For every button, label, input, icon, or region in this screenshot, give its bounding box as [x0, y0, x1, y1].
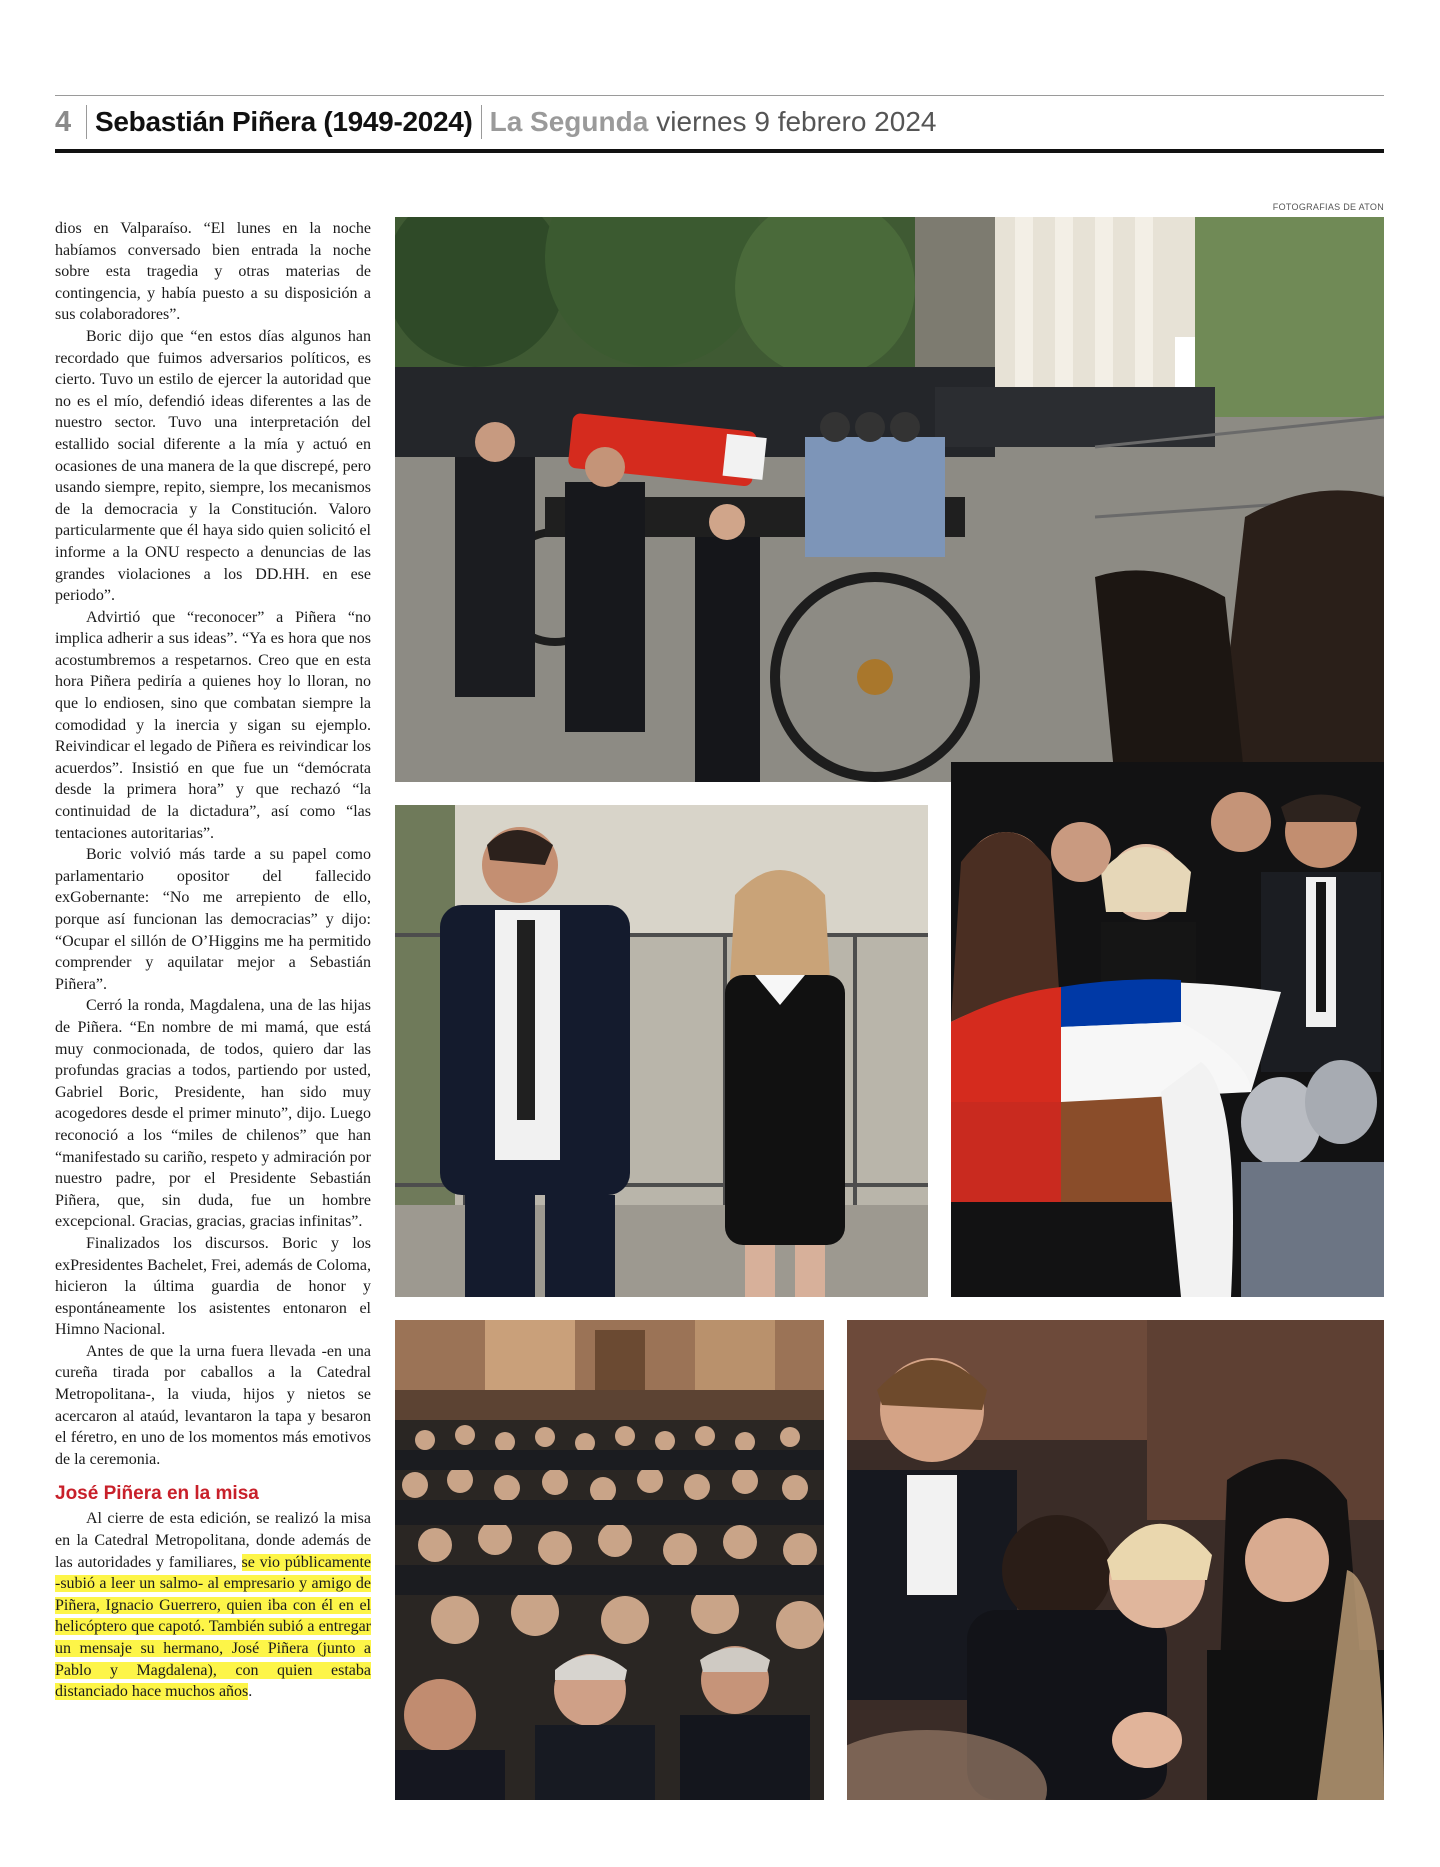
section-title: Sebastián Piñera (1949-2024): [95, 106, 473, 137]
page-header: [55, 102, 936, 142]
article-paragraph: dios en Valparaíso. “El lunes en la noche habíamos conversado bien entrada la noche sobre esta tragedia y otras materias de contingencia, y había puesto a su disposición a sus colaboradores”.: [55, 220, 371, 324]
article-subhead: José Piñera en la misa: [55, 1483, 259, 1505]
photo-widow-embrace: [847, 1320, 1384, 1800]
photo-credit: FOTOGRAFIAS DE ATON: [1272, 202, 1384, 212]
newspaper-name: La Segunda: [489, 106, 649, 137]
paragraph-end: .: [248, 1683, 253, 1701]
highlighted-text: se vio públicamente -subió a leer un salmo- al empresario y amigo de Piñera, Ignacio Guerrero, quien iba con él en el helicóptero que capotó. También subió a entregar un mensaje su hermano, José Piñera (junto a Pablo y Magdalena), con quien estaba distanciado hace muchos años: [55, 1553, 371, 1701]
page-number: 4: [55, 105, 72, 138]
article-paragraph: Boric dijo que “en estos días algunos han recordado que fuimos adversarios políticos, es cierto. Tuvo un estilo de ejercer la autoridad que no es el mío, defendió ideas diferentes a las de nuestro sector. Tuvo una interpretación del estallido social diferente a la mía y actuó en ocasiones de una manera de la que discrepé, pero usando siempre, repito, siempre, los mecanismos de la democracia y la Constitución. Valoro particularmente que él haya sido quien solicitó el informe a la ONU respecto a denuncias de las grandes violaciones a los DD.HH. en ese periodo”.: [55, 327, 371, 605]
publication-date: viernes 9 febrero 2024: [656, 106, 937, 137]
article-paragraph: Cerró la ronda, Magdalena, una de las hijas de Piñera. “En nombre de mi mamá, que está muy conmocionada, de todos, quiero dar las profundas gracias a todos, partiendo por usted, Gabriel Boric, Presidente, han sido muy acogedores desde el primer minuto”, dijo. Luego reconoció a los “miles de chilenos” que han “manifestado su cariño, respeto y admiración por nuestro padre, por el Presidente Sebastián Piñera, que, sin duda, fue un hombre excepcional. Gracias, gracias, gracias infinitas”.: [55, 997, 371, 1231]
photo-cathedral-crowd: [395, 1320, 824, 1800]
article-paragraph: Advirtió que “reconocer” a Piñera “no implica adherir a sus ideas”. “Ya es hora que nos acostumbremos a respetarnos. Creo que en esta hora Piñera pediría a quienes hoy lo lloran, no que lo endiosen, sino que combatan siempre la comodidad y la inercia y sigan su ejemplo. Reivindicar el legado de Piñera es reivindicar los acuerdos”. Insistió en que fue un “demócrata desde la primera hora” y que rechazó “la continuidad de la dictadura”, así como “las tentaciones autoritarias”.: [55, 608, 371, 842]
photo-funeral-procession: [395, 217, 1384, 782]
photo-couple-walking: [395, 805, 928, 1297]
paragraph-text: Al cierre de esta edición, se realizó la misa en la Catedral Metropolitana, donde además de las autoridades y familiares,: [55, 1510, 371, 1571]
article-paragraph-last: [55, 1508, 371, 1702]
article-paragraph: Boric volvió más tarde a su papel como parlamentario opositor del fallecido exGobernante: “No me arrepiento de ello, porque así funcionan las democracias” y dijo: “Ocupar el sillón de O’Higgins me ha permitido comprender y aquilatar mejor a Sebastián Piñera”.: [55, 846, 371, 993]
header-bottom-rule: [55, 149, 1384, 153]
header-top-rule: [55, 95, 1384, 96]
article-paragraph: Finalizados los discursos. Boric y los exPresidentes Bachelet, Frei, además de Coloma, hicieron la última guardia de honor y espontáneamente los asistentes entonaron el Himno Nacional.: [55, 1234, 371, 1339]
photo-coffin-family: [951, 762, 1384, 1297]
header-divider: [86, 105, 87, 139]
article-column: [55, 218, 371, 1703]
article-paragraph: Antes de que la urna fuera llevada -en una cureña tirada por caballos a la Catedral Metropolitana-, la viuda, hijos y nietos se acercaron al ataúd, levantaron la tapa y besaron el féretro, en uno de los momentos más emotivos de la ceremonia.: [55, 1342, 371, 1468]
header-divider: [481, 105, 482, 139]
